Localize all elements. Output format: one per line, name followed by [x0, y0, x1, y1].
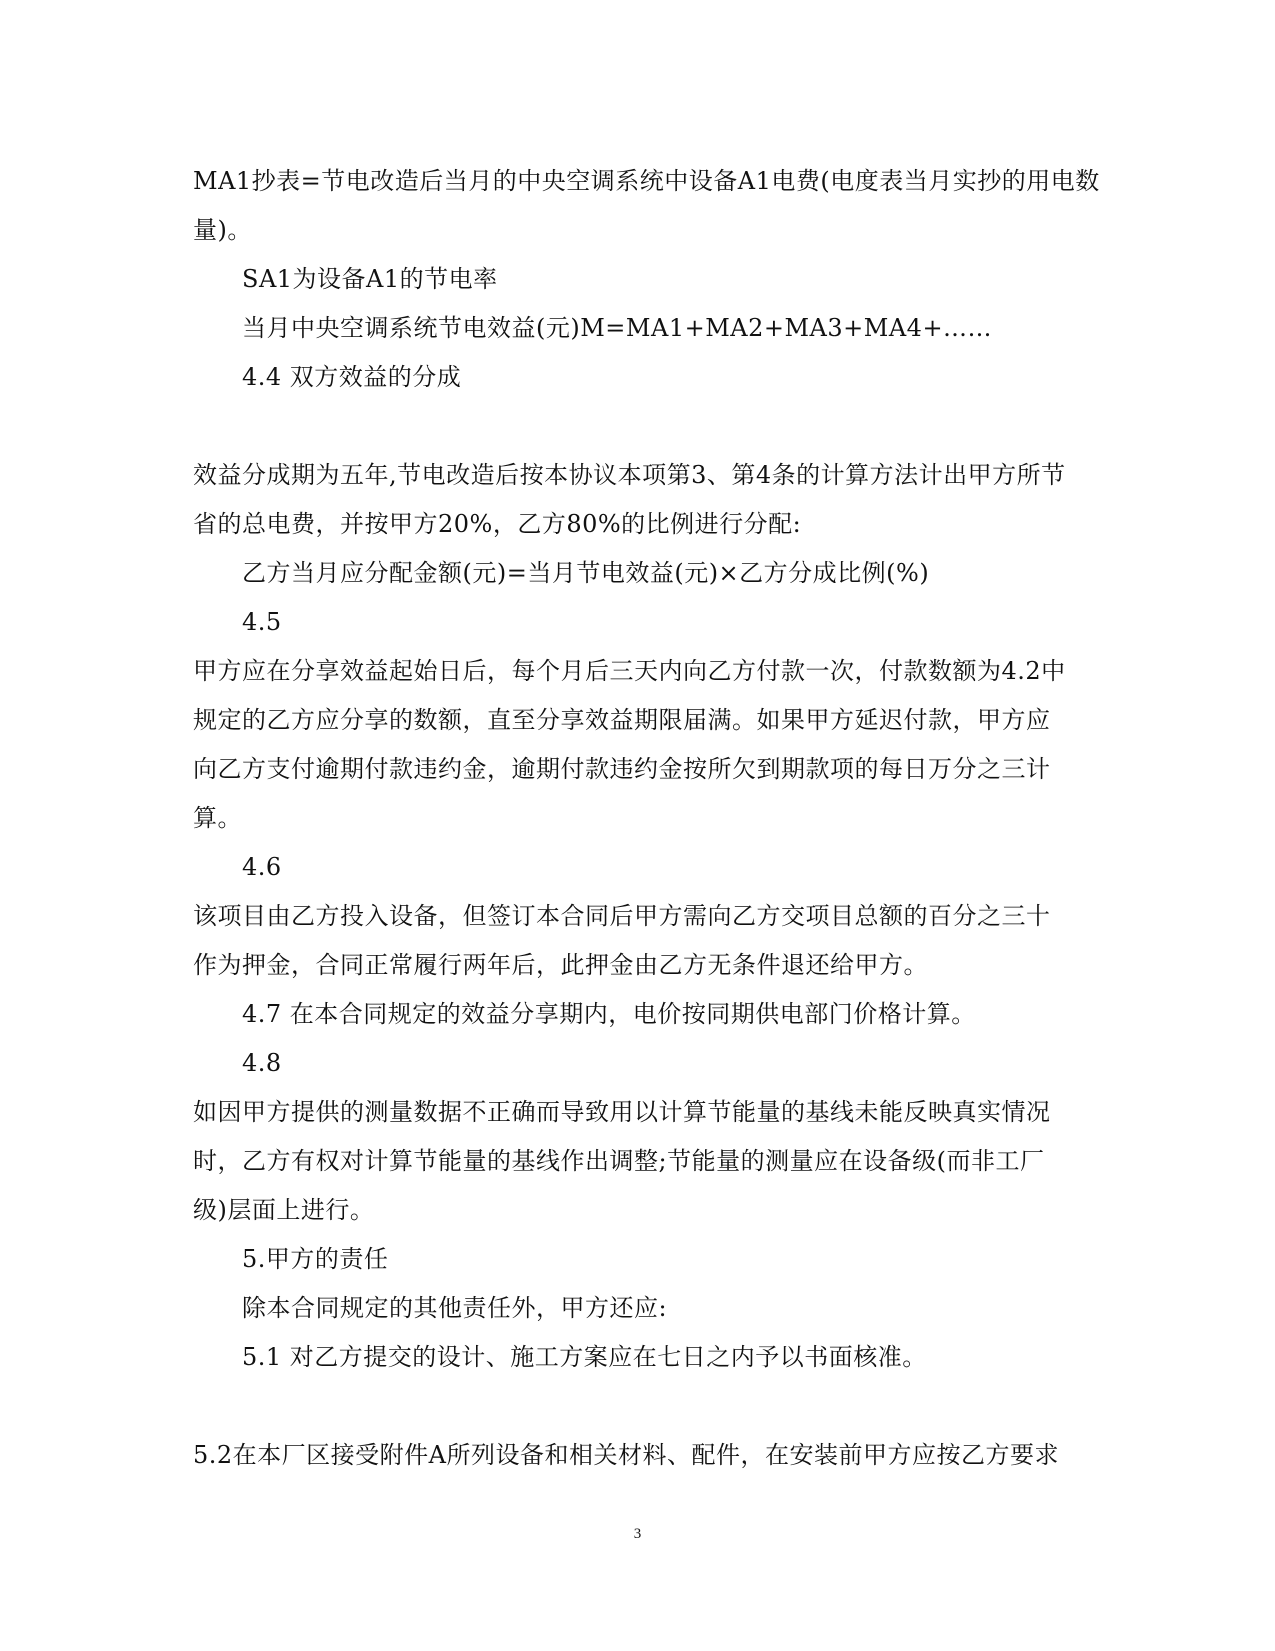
text-line: 规定的乙方应分享的数额，直至分享效益期限届满。如果甲方延迟付款，甲方应	[193, 706, 1051, 734]
text-line: 级)层面上进行。	[193, 1196, 375, 1224]
section-heading: 5.1 对乙方提交的设计、施工方案应在七日之内予以书面核准。	[242, 1343, 927, 1371]
text-line: 甲方应在分享效益起始日后，每个月后三天内向乙方付款一次，付款数额为4.2中	[193, 657, 1066, 685]
section-number: 4.5	[242, 608, 282, 636]
section-heading: 4.7 在本合同规定的效益分享期内，电价按同期供电部门价格计算。	[242, 1000, 976, 1028]
section-number: 4.6	[242, 853, 282, 881]
text-line: 量)。	[193, 216, 252, 244]
text-line: SA1为设备A1的节电率	[242, 265, 498, 293]
text-line: 算。	[193, 804, 242, 832]
text-line: 该项目由乙方投入设备，但签订本合同后甲方需向乙方交项目总额的百分之三十	[193, 902, 1051, 930]
text-line: 时，乙方有权对计算节能量的基线作出调整;节能量的测量应在设备级(而非工厂	[193, 1147, 1045, 1175]
text-line: 效益分成期为五年,节电改造后按本协议本项第3、第4条的计算方法计出甲方所节	[193, 461, 1066, 489]
text-line: 向乙方支付逾期付款违约金，逾期付款违约金按所欠到期款项的每日万分之三计	[193, 755, 1051, 783]
formula-line: 当月中央空调系统节电效益(元)M=MA1+MA2+MA3+MA4+……	[242, 314, 993, 342]
paragraph-gap	[193, 1382, 1093, 1431]
formula-line: 乙方当月应分配金额(元)=当月节电效益(元)×乙方分成比例(%)	[242, 559, 930, 587]
text-line: 作为押金，合同正常履行两年后，此押金由乙方无条件退还给甲方。	[193, 951, 928, 979]
section-heading: 5.甲方的责任	[242, 1245, 389, 1273]
text-line: MA1抄表=节电改造后当月的中央空调系统中设备A1电费(电度表当月实抄的用电数	[193, 167, 1100, 195]
text-line: 5.2在本厂区接受附件A所列设备和相关材料、配件，在安装前甲方应按乙方要求	[193, 1441, 1059, 1469]
section-heading: 4.4 双方效益的分成	[242, 363, 462, 391]
page-number: 3	[633, 1526, 642, 1542]
document-body	[193, 157, 1100, 1480]
text-line: 如因甲方提供的测量数据不正确而导致用以计算节能量的基线未能反映真实情况	[193, 1098, 1051, 1126]
text-line: 除本合同规定的其他责任外，甲方还应:	[242, 1294, 668, 1322]
text-line: 省的总电费，并按甲方20%，乙方80%的比例进行分配:	[193, 510, 802, 538]
paragraph-gap	[193, 402, 1093, 451]
section-number: 4.8	[242, 1049, 282, 1077]
